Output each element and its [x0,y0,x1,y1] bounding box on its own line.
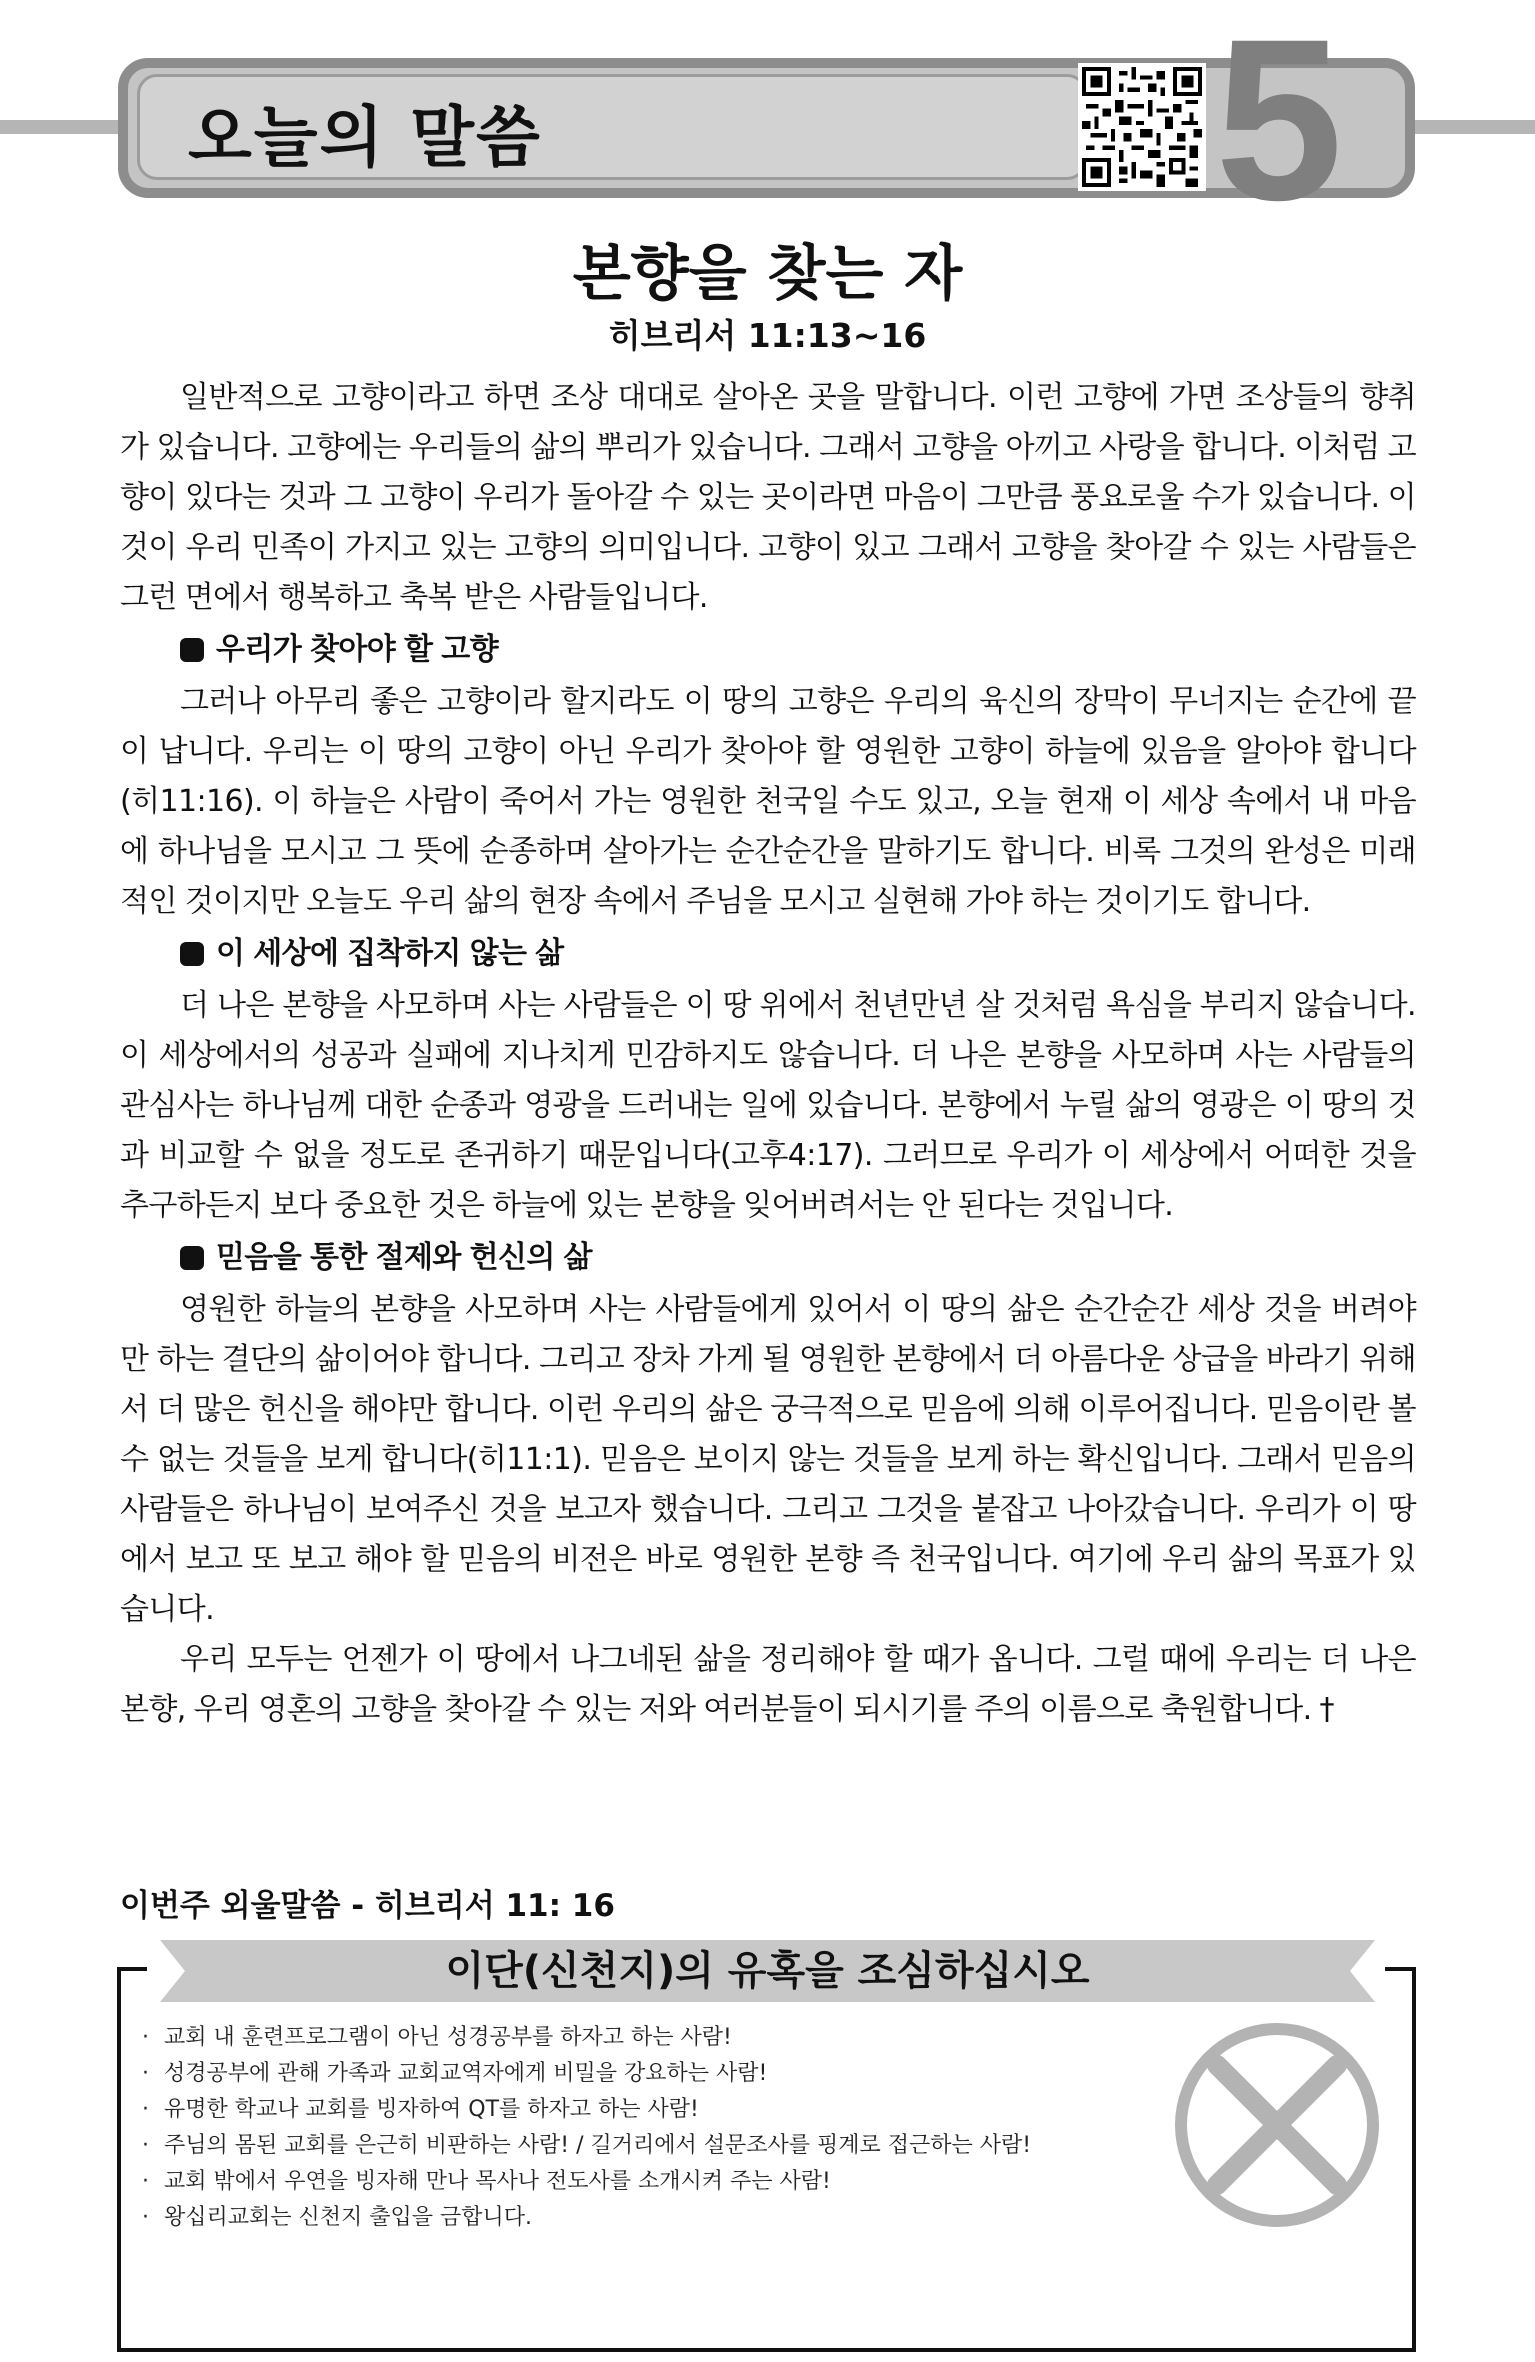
list-item: · 유명한 학교나 교회를 빙자하여 QT를 하자고 하는 사람! [140,2092,1140,2128]
bullet-icon [180,942,204,966]
page-title: 오늘의 말씀 [188,99,542,176]
qr-code-icon[interactable] [1078,63,1206,191]
warning-title: 이단(신천지)의 유혹을 조심하십시오 [445,1948,1090,1994]
bullet-icon [180,638,204,662]
warning-box-corner [1385,1967,1416,1971]
week-number: 5 [1215,0,1343,248]
list-item: · 교회 밖에서 우연을 빙자해 만나 목사나 전도사를 소개시켜 주는 사람! [140,2164,1140,2200]
section-heading: 이 세상에 집착하지 않는 삶 [120,927,1416,981]
bullet-icon [180,1246,204,1270]
list-item: · 주님의 몸된 교회를 은근히 비판하는 사람! / 길거리에서 설문조사를 핑계로 접근하는 사람! [140,2128,1140,2164]
section-heading: 우리가 찾아야 할 고향 [120,623,1416,677]
scripture-reference: 히브리서 11:13~16 [608,316,927,355]
section-heading: 믿음을 통한 절제와 헌신의 삶 [120,1231,1416,1285]
warning-banner [160,1940,1375,2002]
closing-paragraph: 우리 모두는 언젠가 이 땅에서 나그네된 삶을 정리해야 할 때가 옵니다. 그럴 때에 우리는 더 나은 본향, 우리 영혼의 고향을 찾아갈 수 있는 저와 여러분들이 되시기를 주의 이름으로 축원합니다. † [120,1642,1416,1727]
intro-paragraph: 일반적으로 고향이라고 하면 조상 대대로 살아온 곳을 말합니다. 이런 고향에 가면 조상들의 향취가 있습니다. 고향에는 우리들의 삶의 뿌리가 있습니다. 그래서 고향을 아끼고 사랑을 합니다. 이처럼 고향이 있다는 것과 그 고향이 우리가 돌아갈 수 있는 곳이라면 마음이 그만큼 풍요로울 수가 있습니다. 이것이 우리 민족이 가지고 있는 고향의 의미입니다. 고향이 있고 그래서 고향을 찾아갈 수 있는 사람들은 그런 면에서 행복하고 축복 받은 사람들입니다. [120,380,1416,615]
weekly-memory-verse: 이번주 외울말씀 - 히브리서 11: 16 [120,1888,615,1924]
sermon-title: 본향을 찾는 자 [572,239,963,309]
list-item: · 왕십리교회는 신천지 출입을 금합니다. [140,2200,1140,2236]
section-paragraph: 그러나 아무리 좋은 고향이라 할지라도 이 땅의 고향은 우리의 육신의 장막이 무너지는 순간에 끝이 납니다. 우리는 이 땅의 고향이 아닌 우리가 찾아야 할 영원한 고향이 하늘에 있음을 알아야 합니다(히11:16). 이 하늘은 사람이 죽어서 가는 영원한 천국일 수도 있고, 오늘 현재 이 세상 속에서 내 마음에 하나님을 모시고 그 뜻에 순종하며 살아가는 순간순간을 말하기도 합니다. 비록 그것의 완성은 미래적인 것이지만 오늘도 우리 삶의 현장 속에서 주님을 모시고 실현해 가야 하는 것이기도 합니다. [120,684,1416,919]
warning-list [140,2020,1140,2236]
list-item: · 교회 내 훈련프로그램이 아닌 성경공부를 하자고 하는 사람! [140,2020,1140,2056]
prohibited-x-icon [1172,2020,1382,2230]
section-paragraph: 영원한 하늘의 본향을 사모하며 사는 사람들에게 있어서 이 땅의 삶은 순간순간 세상 것을 버려야만 하는 결단의 삶이어야 합니다. 그리고 장차 가게 될 영원한 본향에서 더 아름다운 상급을 바라기 위해서 더 많은 헌신을 해야만 합니다. 이런 우리의 삶은 궁극적으로 믿음에 의해 이루어집니다. 믿음이란 볼 수 없는 것들을 보게 합니다(히11:1). 믿음은 보이지 않는 것들을 보게 하는 확신입니다. 그래서 믿음의 사람들은 하나님이 보여주신 것을 보고자 했습니다. 그리고 그것을 붙잡고 나아갔습니다. 우리가 이 땅에서 보고 또 보고 해야 할 믿음의 비전은 바로 영원한 본향 즉 천국입니다. 여기에 우리 삶의 목표가 있습니다. [120,1292,1416,1627]
list-item: · 성경공부에 관해 가족과 교회교역자에게 비밀을 강요하는 사람! [140,2056,1140,2092]
warning-box-corner [117,1967,147,1971]
sermon-body [120,373,1416,1735]
section-paragraph: 더 나은 본향을 사모하며 사는 사람들은 이 땅 위에서 천년만년 살 것처럼 욕심을 부리지 않습니다. 이 세상에서의 성공과 실패에 지나치게 민감하지도 않습니다. 더 나은 본향을 사모하며 사는 사람들의 관심사는 하나님께 대한 순종과 영광을 드러내는 일에 있습니다. 본향에서 누릴 삶의 영광은 이 땅의 것과 비교할 수 없을 정도로 존귀하기 때문입니다(고후4:17). 그러므로 우리가 이 세상에서 어떠한 것을 추구하든지 보다 중요한 것은 하늘에 있는 본향을 잊어버려서는 안 된다는 것입니다. [120,988,1416,1223]
